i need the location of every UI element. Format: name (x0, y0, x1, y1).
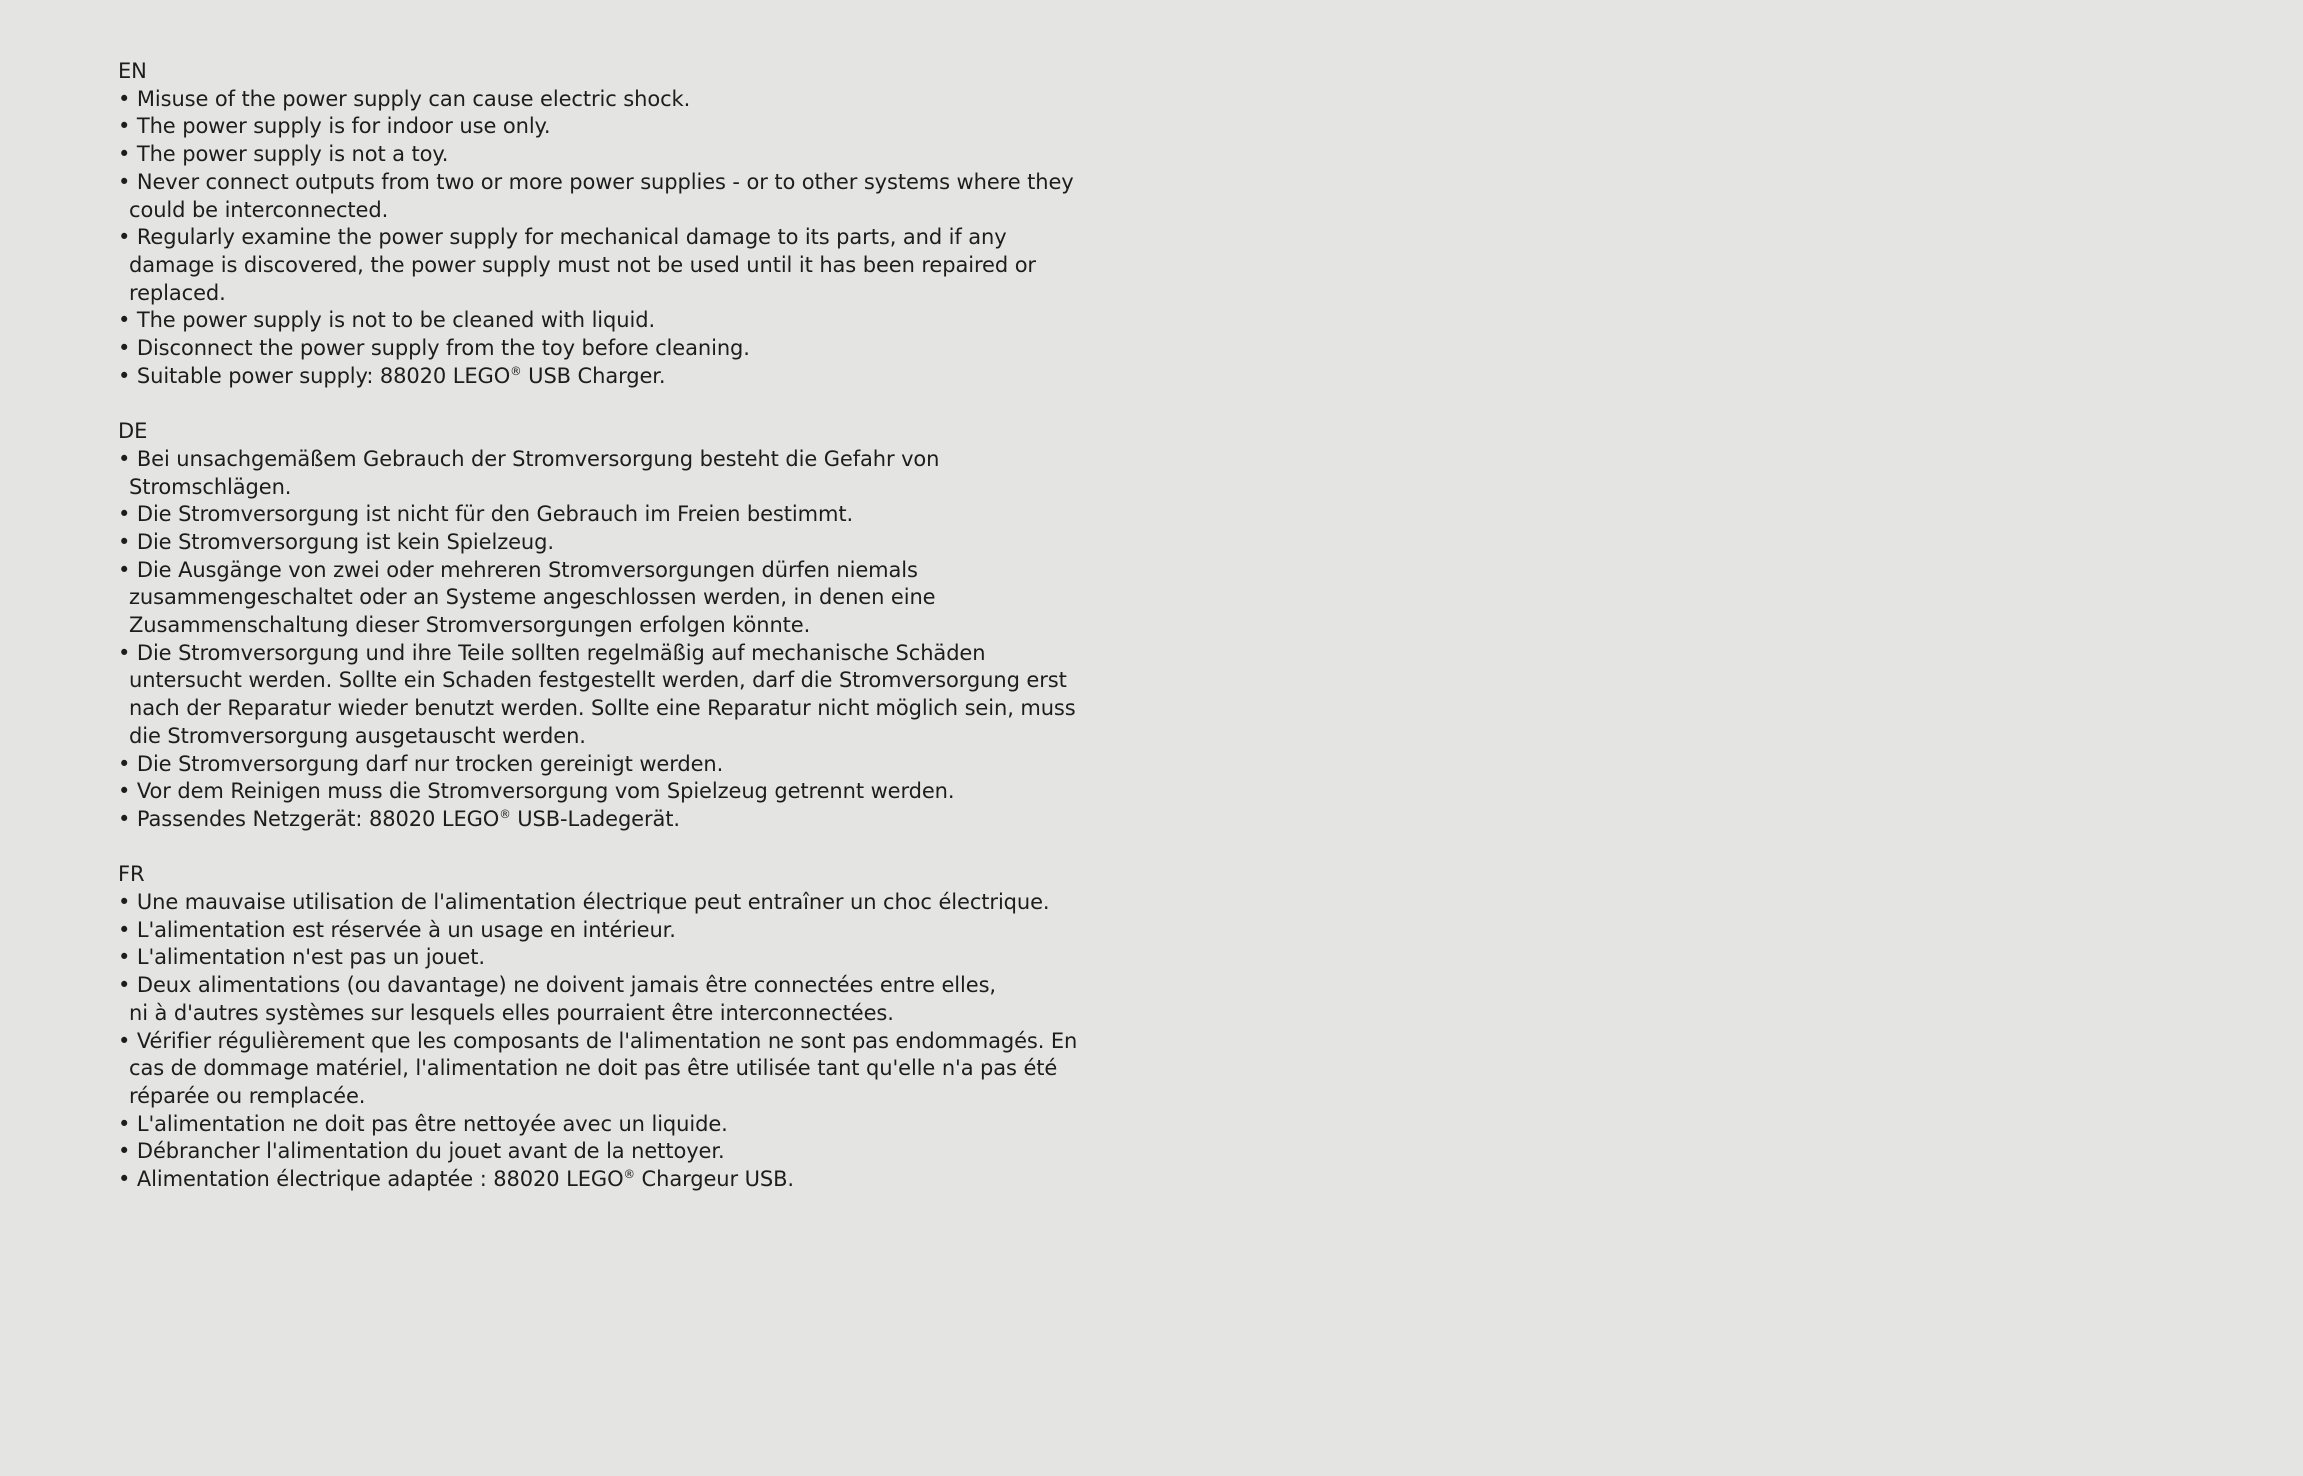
bullet-icon: • (118, 86, 137, 111)
bullet-line: • Deux alimentations (ou davantage) ne doivent jamais être connectées entre elles, (118, 973, 997, 998)
bullet-line: • Die Ausgänge von zwei oder mehreren Stromversorgungen dürfen niemals (118, 557, 918, 582)
bullet-line: • Regularly examine the power supply for mechanical damage to its parts, and if any (118, 225, 1007, 250)
bullet-item (118, 917, 1077, 945)
bullet-item (118, 1111, 1077, 1139)
bullet-line: ni à d'autres systèmes sur lesquels elles pourraient être interconnectées. (129, 1000, 894, 1025)
bullet-icon: • (118, 169, 137, 194)
bullet-line: replaced. (129, 280, 226, 305)
bullet-item (118, 363, 1077, 391)
bullet-line: could be interconnected. (129, 197, 389, 222)
bullet-icon: • (118, 114, 137, 139)
bullet-item (118, 86, 1077, 114)
bullet-line: • Die Stromversorgung darf nur trocken gereinigt werden. (118, 751, 724, 776)
bullet-line: nach der Reparatur wieder benutzt werden. Sollte eine Reparatur nicht möglich sein, muss (129, 696, 1076, 721)
bullet-item (118, 944, 1077, 972)
bullet-line: zusammengeschaltet oder an Systeme angeschlossen werden, in denen eine (129, 585, 936, 610)
bullet-icon: • (118, 142, 137, 167)
bullet-item (118, 307, 1077, 335)
bullet-icon: • (118, 336, 137, 361)
bullet-icon: • (118, 529, 137, 554)
bullet-line: • Bei unsachgemäßem Gebrauch der Stromversorgung besteht die Gefahr von (118, 446, 940, 471)
bullet-item (118, 889, 1077, 917)
bullet-line: • The power supply is not to be cleaned with liquid. (118, 308, 656, 333)
bullet-item (118, 1028, 1077, 1111)
bullet-line: • Une mauvaise utilisation de l'alimentation électrique peut entraîner un choc électrique. (118, 890, 1050, 915)
bullet-line: damage is discovered, the power supply must not be used until it has been repaired or (129, 252, 1036, 277)
bullet-item (118, 557, 1077, 640)
bullet-item (118, 806, 1077, 834)
bullet-item (118, 778, 1077, 806)
bullet-item (118, 446, 1077, 501)
bullet-item (118, 972, 1077, 1027)
bullet-line: Stromschlägen. (129, 474, 292, 499)
bullet-icon: • (118, 917, 137, 942)
safety-text (118, 58, 1077, 1194)
bullet-line: Zusammenschaltung dieser Stromversorgungen erfolgen könnte. (129, 613, 811, 638)
bullet-line: cas de dommage matériel, l'alimentation ne doit pas être utilisée tant qu'elle n'a pas été (129, 1056, 1058, 1081)
bullet-icon: • (118, 446, 137, 471)
bullet-icon: • (118, 363, 137, 388)
section-label: EN (118, 59, 147, 83)
bullet-line: untersucht werden. Sollte ein Schaden festgestellt werden, darf die Stromversorgung erst (129, 668, 1067, 693)
bullet-item (118, 169, 1077, 224)
bullet-line: • The power supply is for indoor use only. (118, 114, 551, 139)
bullet-line: • Passendes Netzgerät: 88020 LEGO® USB-Ladegerät. (118, 806, 681, 831)
bullet-line: • L'alimentation est réservée à un usage en intérieur. (118, 917, 676, 942)
bullet-item (118, 141, 1077, 169)
bullet-icon: • (118, 806, 137, 831)
bullet-line: • Disconnect the power supply from the toy before cleaning. (118, 336, 750, 361)
bullet-line: • Vérifier régulièrement que les composants de l'alimentation ne sont pas endommagés. En (118, 1028, 1078, 1053)
bullet-icon: • (118, 890, 137, 915)
language-section-de (118, 418, 1077, 834)
bullet-item (118, 751, 1077, 779)
bullet-line: • Débrancher l'alimentation du jouet avant de la nettoyer. (118, 1139, 725, 1164)
bullet-icon: • (118, 945, 137, 970)
bullet-icon: • (118, 502, 137, 527)
bullet-line: • The power supply is not a toy. (118, 142, 449, 167)
section-label: FR (118, 862, 145, 887)
bullet-line: • Vor dem Reinigen muss die Stromversorgung vom Spielzeug getrennt werden. (118, 779, 955, 804)
bullet-item (118, 501, 1077, 529)
bullet-icon: • (118, 308, 137, 333)
bullet-item (118, 224, 1077, 307)
language-section-fr (118, 861, 1077, 1193)
bullet-line: • Die Stromversorgung ist nicht für den Gebrauch im Freien bestimmt. (118, 502, 854, 527)
bullet-item (118, 1138, 1077, 1166)
bullet-line: • Suitable power supply: 88020 LEGO® USB Charger. (118, 363, 666, 388)
bullet-icon: • (118, 1167, 137, 1192)
bullet-icon: • (118, 640, 137, 665)
bullet-icon: • (118, 1139, 137, 1164)
language-section-en (118, 58, 1077, 390)
bullet-line: • L'alimentation n'est pas un jouet. (118, 945, 485, 970)
bullet-line: réparée ou remplacée. (129, 1083, 366, 1108)
bullet-line: die Stromversorgung ausgetauscht werden. (129, 723, 586, 748)
bullet-icon: • (118, 557, 137, 582)
bullet-item (118, 529, 1077, 557)
bullet-icon: • (118, 973, 137, 998)
bullet-line: • Die Stromversorgung ist kein Spielzeug. (118, 529, 554, 554)
bullet-icon: • (118, 751, 137, 776)
registered-trademark-symbol: ® (499, 806, 511, 821)
bullet-line: • Never connect outputs from two or more power supplies - or to other systems where they (118, 169, 1074, 194)
bullet-item (118, 640, 1077, 751)
bullet-icon: • (118, 1111, 137, 1136)
section-label: DE (118, 419, 148, 444)
registered-trademark-symbol: ® (623, 1167, 635, 1182)
bullet-item (118, 335, 1077, 363)
bullet-line: • Alimentation électrique adaptée : 88020 LEGO® Chargeur USB. (118, 1167, 795, 1192)
bullet-item (118, 113, 1077, 141)
bullet-icon: • (118, 779, 137, 804)
bullet-item (118, 1166, 1077, 1194)
bullet-icon: • (118, 225, 137, 250)
bullet-icon: • (118, 1028, 137, 1053)
bullet-line: • Misuse of the power supply can cause electric shock. (118, 86, 691, 111)
bullet-line: • Die Stromversorgung und ihre Teile sollten regelmäßig auf mechanische Schäden (118, 640, 986, 665)
bullet-line: • L'alimentation ne doit pas être nettoyée avec un liquide. (118, 1111, 728, 1136)
registered-trademark-symbol: ® (510, 363, 522, 378)
